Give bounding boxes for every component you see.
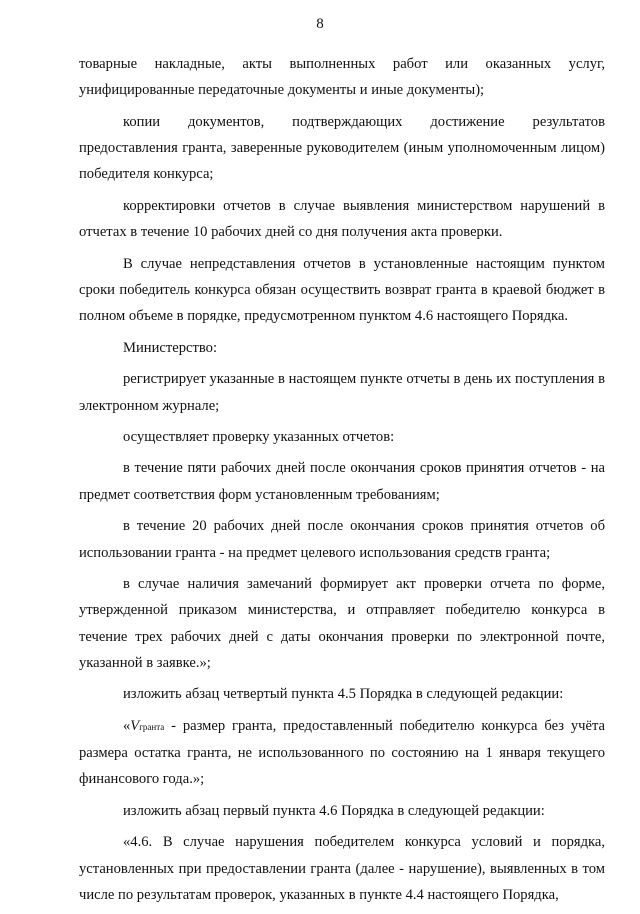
paragraph-five-days: в течение пяти рабочих дней после окончания сроков принятия отчетов - на предмет соответствия форм установленным требованиям;: [79, 460, 605, 503]
paragraph-copies: копии документов, подтверждающих достижение результатов предоставления гранта, заверенные руководителем (иным уполномоченным лицом) победителя конкурса;: [79, 113, 605, 183]
open-quote: «: [123, 717, 131, 734]
paragraph-registers: регистрирует указанные в настоящем пункте отчеты в день их поступления в электронном журнале;: [79, 371, 605, 414]
paragraph-documents-list: товарные накладные, акты выполненных работ или оказанных услуг, унифицированные передаточные документы и иные документы);: [79, 56, 605, 99]
paragraph-twenty-days: в течение 20 рабочих дней после окончания сроков принятия отчетов об использовании гранта - на предмет целевого использования средств гранта;: [79, 518, 605, 561]
paragraph-remarks: в случае наличия замечаний формирует акт проверки отчета по форме, утвержденной приказом министерства, и отправляет победителю конкурса в течение трех рабочих дней с даты окончания проверки по электронной почте, указанной в заявке.»;: [79, 576, 605, 671]
formula-subscript: гранта: [139, 721, 165, 732]
paragraph-corrections: корректировки отчетов в случае выявления министерством нарушений в отчетах в течение 10 рабочих дней со дня получения акта проверки.: [79, 197, 605, 241]
paragraph-4-6: «4.6. В случае нарушения победителем конкурса условий и порядка, установленных при предоставлении гранта (далее - нарушение), выявленных в том числе по результатам проверок, указанных в пункте 4.4 настоящего Порядка,: [79, 834, 605, 904]
paragraph-nonsubmission: В случае непредставления отчетов в установленные настоящим пунктом сроки победитель конкурса обязан осуществить возврат гранта в краевой бюджет в полном объеме в порядке, предусмотренном пунктом 4.6 настоящего Порядка.: [79, 255, 605, 325]
paragraph-amend-4-5: изложить абзац четвертый пункта 4.5 Порядка в следующей редакции:: [123, 686, 564, 703]
formula-text: - размер гранта, предоставленный победителю конкурса без учёта размера остатка гранта, не использованного по состоянию на 1 января текущего финансового года.»;: [79, 717, 605, 788]
paragraph-checks: осуществляет проверку указанных отчетов:: [123, 428, 395, 445]
document-body: [79, 51, 605, 914]
formula-symbol: V: [130, 717, 140, 734]
page-number: 8: [316, 16, 324, 32]
paragraph-formula: [79, 713, 605, 793]
paragraph-amend-4-6: изложить абзац первый пункта 4.6 Порядка в следующей редакции:: [123, 802, 545, 819]
paragraph-ministry: Министерство:: [123, 339, 218, 356]
